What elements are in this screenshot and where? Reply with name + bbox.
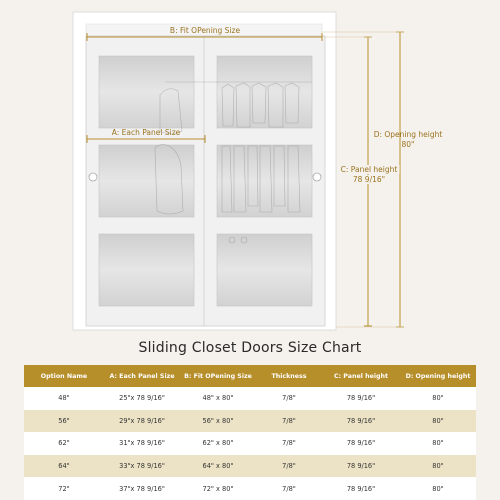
table-cell: 29"x 78 9/16" [104,410,180,433]
each-panel-label: A: Each Panel Size [111,128,181,137]
size-chart-title: Sliding Closet Doors Size Chart [138,340,362,356]
opening-height-value: 80" [401,140,415,149]
table-header-row [24,365,476,387]
left-door-panel [86,36,207,326]
column-header: Thickness [256,365,322,387]
left-handle-icon [89,173,97,181]
table-cell: 7/8" [256,455,322,478]
table-cell: 80" [400,477,476,500]
table-cell: 78 9/16" [322,477,400,500]
table-cell: 37"x 78 9/16" [104,477,180,500]
table-cell: 80" [400,432,476,455]
table-cell: 33"x 78 9/16" [104,455,180,478]
opening-height-title: D: Opening height [373,130,443,139]
table-cell: 48" x 80" [180,387,256,410]
table-cell: 7/8" [256,387,322,410]
table-row [24,477,476,500]
table-cell: 78 9/16" [322,387,400,410]
right-handle-icon [313,173,321,181]
table-cell: 7/8" [256,432,322,455]
table-row [24,455,476,478]
table-cell: 78 9/16" [322,455,400,478]
size-chart-table [24,365,476,500]
column-header: D: Opening height [400,365,476,387]
table-cell: 78 9/16" [322,410,400,433]
column-header: B: Fit OPening Size [180,365,256,387]
table-cell: 56" [24,410,104,433]
table-cell: 80" [400,387,476,410]
table-cell: 56" x 80" [180,410,256,433]
panel-height-title: C: Panel height [340,165,398,174]
table-row [24,410,476,433]
table-cell: 7/8" [256,477,322,500]
panel-height-value: 78 9/16" [352,175,386,184]
table-cell: 80" [400,455,476,478]
column-header: Option Name [24,365,104,387]
table-cell: 78 9/16" [322,432,400,455]
table-cell: 80" [400,410,476,433]
column-header: C: Panel height [322,365,400,387]
table-cell: 7/8" [256,410,322,433]
table-cell: 48" [24,387,104,410]
table-cell: 31"x 78 9/16" [104,432,180,455]
table-cell: 64" [24,455,104,478]
table-cell: 64" x 80" [180,455,256,478]
column-header: A: Each Panel Size [104,365,180,387]
table-cell: 25"x 78 9/16" [104,387,180,410]
fit-opening-label: B: Fit OPening Size [169,26,241,35]
table-cell: 72" [24,477,104,500]
table-cell: 62" [24,432,104,455]
table-row [24,432,476,455]
table-cell: 72" x 80" [180,477,256,500]
table-row [24,387,476,410]
table-cell: 62" x 80" [180,432,256,455]
